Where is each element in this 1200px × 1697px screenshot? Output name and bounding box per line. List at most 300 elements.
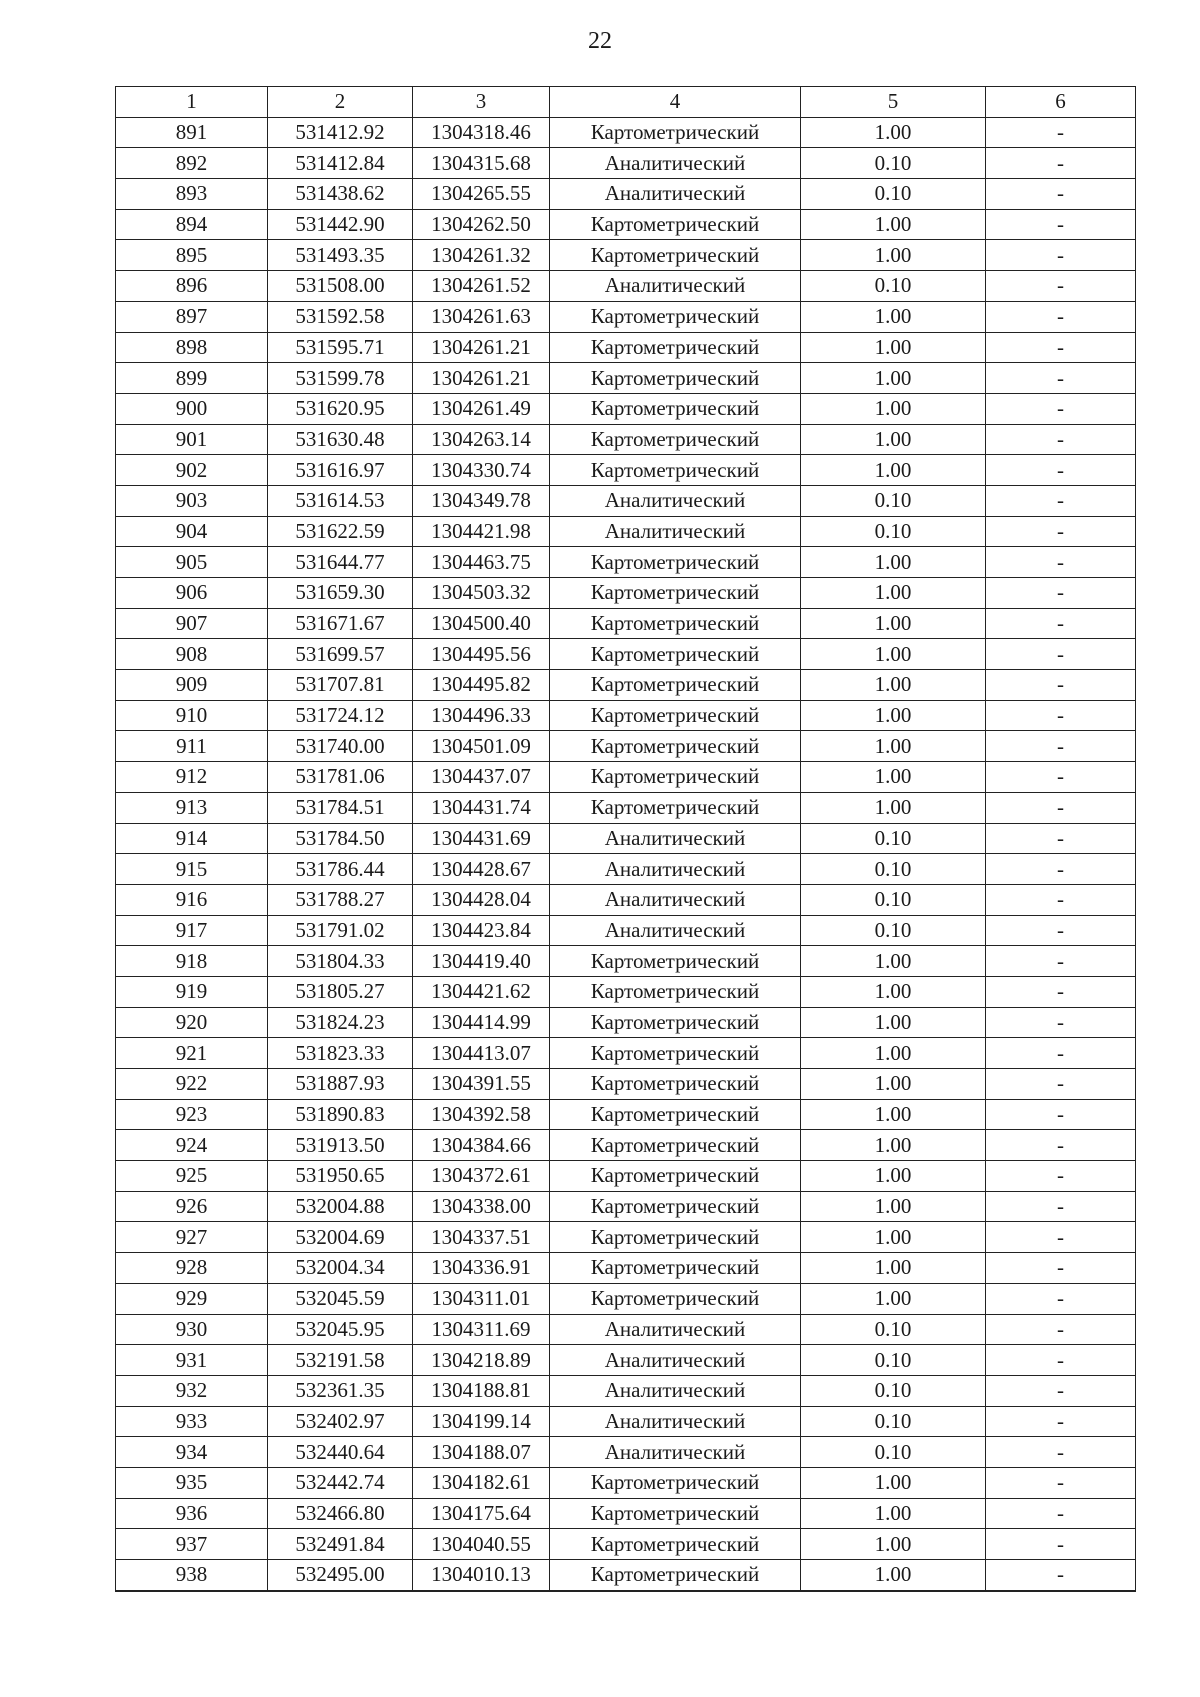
- note-cell: -: [986, 209, 1136, 240]
- y-coordinate-cell: 1304384.66: [413, 1130, 550, 1161]
- note-cell: -: [986, 854, 1136, 885]
- y-coordinate-cell: 1304261.49: [413, 393, 550, 424]
- point-number-cell: 891: [116, 117, 268, 148]
- y-coordinate-cell: 1304311.69: [413, 1314, 550, 1345]
- accuracy-cell: 1.00: [801, 209, 986, 240]
- method-cell: Аналитический: [550, 179, 801, 210]
- note-cell: -: [986, 393, 1136, 424]
- method-cell: Аналитический: [550, 1314, 801, 1345]
- point-number-cell: 911: [116, 731, 268, 762]
- point-number-cell: 895: [116, 240, 268, 271]
- x-coordinate-cell: 531614.53: [268, 485, 413, 516]
- table-row: [116, 393, 1136, 424]
- point-number-cell: 922: [116, 1069, 268, 1100]
- method-cell: Аналитический: [550, 1345, 801, 1376]
- accuracy-cell: 1.00: [801, 670, 986, 701]
- x-coordinate-cell: 531791.02: [268, 915, 413, 946]
- note-cell: -: [986, 946, 1136, 977]
- x-coordinate-cell: 531784.51: [268, 792, 413, 823]
- table-row: [116, 1007, 1136, 1038]
- x-coordinate-cell: 531804.33: [268, 946, 413, 977]
- table-row: [116, 1560, 1136, 1591]
- method-cell: Аналитический: [550, 854, 801, 885]
- accuracy-cell: 1.00: [801, 976, 986, 1007]
- x-coordinate-cell: 531616.97: [268, 455, 413, 486]
- note-cell: -: [986, 424, 1136, 455]
- point-number-cell: 893: [116, 179, 268, 210]
- method-cell: Картометрический: [550, 1498, 801, 1529]
- accuracy-cell: 1.00: [801, 1069, 986, 1100]
- x-coordinate-cell: 531622.59: [268, 516, 413, 547]
- method-cell: Картометрический: [550, 1191, 801, 1222]
- note-cell: -: [986, 915, 1136, 946]
- table-row: [116, 1222, 1136, 1253]
- point-number-cell: 923: [116, 1099, 268, 1130]
- table-row: [116, 792, 1136, 823]
- accuracy-cell: 1.00: [801, 1498, 986, 1529]
- point-number-cell: 938: [116, 1560, 268, 1591]
- column-header-2: 2: [268, 87, 413, 118]
- table-row: [116, 301, 1136, 332]
- x-coordinate-cell: 532402.97: [268, 1406, 413, 1437]
- y-coordinate-cell: 1304421.98: [413, 516, 550, 547]
- y-coordinate-cell: 1304495.56: [413, 639, 550, 670]
- note-cell: -: [986, 1038, 1136, 1069]
- x-coordinate-cell: 531823.33: [268, 1038, 413, 1069]
- method-cell: Картометрический: [550, 1161, 801, 1192]
- method-cell: Картометрический: [550, 976, 801, 1007]
- accuracy-cell: 0.10: [801, 915, 986, 946]
- point-number-cell: 930: [116, 1314, 268, 1345]
- x-coordinate-cell: 532442.74: [268, 1467, 413, 1498]
- y-coordinate-cell: 1304413.07: [413, 1038, 550, 1069]
- note-cell: -: [986, 1007, 1136, 1038]
- accuracy-cell: 1.00: [801, 363, 986, 394]
- point-number-cell: 892: [116, 148, 268, 179]
- note-cell: -: [986, 731, 1136, 762]
- y-coordinate-cell: 1304431.69: [413, 823, 550, 854]
- point-number-cell: 919: [116, 976, 268, 1007]
- table-row: [116, 209, 1136, 240]
- point-number-cell: 931: [116, 1345, 268, 1376]
- y-coordinate-cell: 1304421.62: [413, 976, 550, 1007]
- accuracy-cell: 1.00: [801, 946, 986, 977]
- accuracy-cell: 0.10: [801, 1345, 986, 1376]
- y-coordinate-cell: 1304503.32: [413, 578, 550, 609]
- table-row: [116, 1038, 1136, 1069]
- point-number-cell: 902: [116, 455, 268, 486]
- accuracy-cell: 1.00: [801, 301, 986, 332]
- x-coordinate-cell: 532440.64: [268, 1437, 413, 1468]
- table-row: [116, 1130, 1136, 1161]
- accuracy-cell: 1.00: [801, 1191, 986, 1222]
- x-coordinate-cell: 532045.95: [268, 1314, 413, 1345]
- y-coordinate-cell: 1304262.50: [413, 209, 550, 240]
- y-coordinate-cell: 1304501.09: [413, 731, 550, 762]
- accuracy-cell: 1.00: [801, 1222, 986, 1253]
- note-cell: -: [986, 578, 1136, 609]
- x-coordinate-cell: 531824.23: [268, 1007, 413, 1038]
- table-row: [116, 946, 1136, 977]
- accuracy-cell: 1.00: [801, 332, 986, 363]
- method-cell: Картометрический: [550, 578, 801, 609]
- accuracy-cell: 1.00: [801, 1529, 986, 1560]
- note-cell: -: [986, 240, 1136, 271]
- table-row: [116, 1529, 1136, 1560]
- point-number-cell: 903: [116, 485, 268, 516]
- point-number-cell: 907: [116, 608, 268, 639]
- y-coordinate-cell: 1304463.75: [413, 547, 550, 578]
- point-number-cell: 928: [116, 1253, 268, 1284]
- note-cell: -: [986, 148, 1136, 179]
- method-cell: Картометрический: [550, 424, 801, 455]
- table-row: [116, 884, 1136, 915]
- point-number-cell: 909: [116, 670, 268, 701]
- point-number-cell: 901: [116, 424, 268, 455]
- table-row: [116, 271, 1136, 302]
- note-cell: -: [986, 1130, 1136, 1161]
- table-row: [116, 854, 1136, 885]
- table-row: [116, 1253, 1136, 1284]
- accuracy-cell: 1.00: [801, 608, 986, 639]
- note-cell: -: [986, 485, 1136, 516]
- y-coordinate-cell: 1304428.67: [413, 854, 550, 885]
- x-coordinate-cell: 531592.58: [268, 301, 413, 332]
- x-coordinate-cell: 532191.58: [268, 1345, 413, 1376]
- method-cell: Картометрический: [550, 700, 801, 731]
- x-coordinate-cell: 531781.06: [268, 762, 413, 793]
- y-coordinate-cell: 1304419.40: [413, 946, 550, 977]
- accuracy-cell: 1.00: [801, 240, 986, 271]
- x-coordinate-cell: 531412.92: [268, 117, 413, 148]
- method-cell: Картометрический: [550, 792, 801, 823]
- table-row: [116, 332, 1136, 363]
- point-number-cell: 904: [116, 516, 268, 547]
- y-coordinate-cell: 1304336.91: [413, 1253, 550, 1284]
- method-cell: Картометрический: [550, 1253, 801, 1284]
- x-coordinate-cell: 532004.69: [268, 1222, 413, 1253]
- y-coordinate-cell: 1304414.99: [413, 1007, 550, 1038]
- note-cell: -: [986, 1437, 1136, 1468]
- y-coordinate-cell: 1304337.51: [413, 1222, 550, 1253]
- y-coordinate-cell: 1304338.00: [413, 1191, 550, 1222]
- point-number-cell: 924: [116, 1130, 268, 1161]
- point-number-cell: 936: [116, 1498, 268, 1529]
- y-coordinate-cell: 1304431.74: [413, 792, 550, 823]
- table-row: [116, 700, 1136, 731]
- y-coordinate-cell: 1304218.89: [413, 1345, 550, 1376]
- note-cell: -: [986, 1529, 1136, 1560]
- point-number-cell: 933: [116, 1406, 268, 1437]
- method-cell: Картометрический: [550, 1038, 801, 1069]
- y-coordinate-cell: 1304263.14: [413, 424, 550, 455]
- point-number-cell: 914: [116, 823, 268, 854]
- y-coordinate-cell: 1304311.01: [413, 1283, 550, 1314]
- point-number-cell: 926: [116, 1191, 268, 1222]
- x-coordinate-cell: 531699.57: [268, 639, 413, 670]
- table-row: [116, 639, 1136, 670]
- table-row: [116, 1099, 1136, 1130]
- point-number-cell: 929: [116, 1283, 268, 1314]
- table-row: [116, 915, 1136, 946]
- x-coordinate-cell: 532466.80: [268, 1498, 413, 1529]
- accuracy-cell: 0.10: [801, 823, 986, 854]
- x-coordinate-cell: 531599.78: [268, 363, 413, 394]
- note-cell: -: [986, 117, 1136, 148]
- note-cell: -: [986, 762, 1136, 793]
- method-cell: Картометрический: [550, 1560, 801, 1591]
- note-cell: -: [986, 1161, 1136, 1192]
- accuracy-cell: 1.00: [801, 731, 986, 762]
- note-cell: -: [986, 670, 1136, 701]
- x-coordinate-cell: 531913.50: [268, 1130, 413, 1161]
- note-cell: -: [986, 700, 1136, 731]
- note-cell: -: [986, 639, 1136, 670]
- y-coordinate-cell: 1304199.14: [413, 1406, 550, 1437]
- x-coordinate-cell: 532495.00: [268, 1560, 413, 1591]
- note-cell: -: [986, 271, 1136, 302]
- table-row: [116, 455, 1136, 486]
- method-cell: Картометрический: [550, 209, 801, 240]
- x-coordinate-cell: 531659.30: [268, 578, 413, 609]
- y-coordinate-cell: 1304423.84: [413, 915, 550, 946]
- point-number-cell: 927: [116, 1222, 268, 1253]
- note-cell: -: [986, 1314, 1136, 1345]
- y-coordinate-cell: 1304496.33: [413, 700, 550, 731]
- method-cell: Картометрический: [550, 1283, 801, 1314]
- column-header-5: 5: [801, 87, 986, 118]
- accuracy-cell: 1.00: [801, 639, 986, 670]
- y-coordinate-cell: 1304261.32: [413, 240, 550, 271]
- y-coordinate-cell: 1304349.78: [413, 485, 550, 516]
- accuracy-cell: 1.00: [801, 700, 986, 731]
- accuracy-cell: 0.10: [801, 854, 986, 885]
- accuracy-cell: 0.10: [801, 1437, 986, 1468]
- column-header-6: 6: [986, 87, 1136, 118]
- x-coordinate-cell: 531805.27: [268, 976, 413, 1007]
- table-row: [116, 608, 1136, 639]
- x-coordinate-cell: 531442.90: [268, 209, 413, 240]
- note-cell: -: [986, 1069, 1136, 1100]
- y-coordinate-cell: 1304318.46: [413, 117, 550, 148]
- method-cell: Аналитический: [550, 271, 801, 302]
- point-number-cell: 900: [116, 393, 268, 424]
- accuracy-cell: 1.00: [801, 1130, 986, 1161]
- y-coordinate-cell: 1304010.13: [413, 1560, 550, 1591]
- y-coordinate-cell: 1304315.68: [413, 148, 550, 179]
- note-cell: -: [986, 1375, 1136, 1406]
- accuracy-cell: 1.00: [801, 1007, 986, 1038]
- note-cell: -: [986, 363, 1136, 394]
- y-coordinate-cell: 1304261.21: [413, 332, 550, 363]
- method-cell: Картометрический: [550, 363, 801, 394]
- method-cell: Картометрический: [550, 1467, 801, 1498]
- table-row: [116, 1406, 1136, 1437]
- point-number-cell: 917: [116, 915, 268, 946]
- point-number-cell: 898: [116, 332, 268, 363]
- x-coordinate-cell: 531786.44: [268, 854, 413, 885]
- method-cell: Аналитический: [550, 823, 801, 854]
- y-coordinate-cell: 1304188.07: [413, 1437, 550, 1468]
- table-row: [116, 117, 1136, 148]
- accuracy-cell: 0.10: [801, 884, 986, 915]
- accuracy-cell: 0.10: [801, 148, 986, 179]
- table-row: [116, 1375, 1136, 1406]
- note-cell: -: [986, 301, 1136, 332]
- note-cell: -: [986, 1099, 1136, 1130]
- y-coordinate-cell: 1304261.52: [413, 271, 550, 302]
- table-row: [116, 516, 1136, 547]
- method-cell: Аналитический: [550, 1406, 801, 1437]
- accuracy-cell: 1.00: [801, 393, 986, 424]
- x-coordinate-cell: 532491.84: [268, 1529, 413, 1560]
- x-coordinate-cell: 531740.00: [268, 731, 413, 762]
- method-cell: Картометрический: [550, 240, 801, 271]
- note-cell: -: [986, 792, 1136, 823]
- table-row: [116, 1467, 1136, 1498]
- table-row: [116, 485, 1136, 516]
- page-number: 22: [588, 28, 612, 54]
- accuracy-cell: 1.00: [801, 117, 986, 148]
- x-coordinate-cell: 531890.83: [268, 1099, 413, 1130]
- x-coordinate-cell: 531412.84: [268, 148, 413, 179]
- x-coordinate-cell: 531630.48: [268, 424, 413, 455]
- accuracy-cell: 0.10: [801, 1314, 986, 1345]
- x-coordinate-cell: 532045.59: [268, 1283, 413, 1314]
- x-coordinate-cell: 531595.71: [268, 332, 413, 363]
- point-number-cell: 915: [116, 854, 268, 885]
- accuracy-cell: 0.10: [801, 271, 986, 302]
- table-row: [116, 670, 1136, 701]
- method-cell: Аналитический: [550, 884, 801, 915]
- y-coordinate-cell: 1304428.04: [413, 884, 550, 915]
- table-header-row: [116, 87, 1136, 118]
- method-cell: Аналитический: [550, 485, 801, 516]
- x-coordinate-cell: 531707.81: [268, 670, 413, 701]
- column-header-1: 1: [116, 87, 268, 118]
- y-coordinate-cell: 1304330.74: [413, 455, 550, 486]
- x-coordinate-cell: 531671.67: [268, 608, 413, 639]
- point-number-cell: 897: [116, 301, 268, 332]
- table-row: [116, 1069, 1136, 1100]
- note-cell: -: [986, 608, 1136, 639]
- method-cell: Картометрический: [550, 731, 801, 762]
- method-cell: Картометрический: [550, 1099, 801, 1130]
- table-row: [116, 179, 1136, 210]
- note-cell: -: [986, 1253, 1136, 1284]
- table-row: [116, 976, 1136, 1007]
- point-number-cell: 910: [116, 700, 268, 731]
- y-coordinate-cell: 1304188.81: [413, 1375, 550, 1406]
- table-row: [116, 762, 1136, 793]
- point-number-cell: 906: [116, 578, 268, 609]
- y-coordinate-cell: 1304182.61: [413, 1467, 550, 1498]
- note-cell: -: [986, 976, 1136, 1007]
- accuracy-cell: 1.00: [801, 578, 986, 609]
- y-coordinate-cell: 1304261.63: [413, 301, 550, 332]
- x-coordinate-cell: 531950.65: [268, 1161, 413, 1192]
- x-coordinate-cell: 532004.88: [268, 1191, 413, 1222]
- accuracy-cell: 0.10: [801, 179, 986, 210]
- y-coordinate-cell: 1304495.82: [413, 670, 550, 701]
- table-row: [116, 1161, 1136, 1192]
- point-number-cell: 921: [116, 1038, 268, 1069]
- note-cell: -: [986, 455, 1136, 486]
- table-row: [116, 1437, 1136, 1468]
- table-row: [116, 1314, 1136, 1345]
- accuracy-cell: 0.10: [801, 1375, 986, 1406]
- method-cell: Картометрический: [550, 301, 801, 332]
- y-coordinate-cell: 1304265.55: [413, 179, 550, 210]
- point-number-cell: 916: [116, 884, 268, 915]
- x-coordinate-cell: 532004.34: [268, 1253, 413, 1284]
- x-coordinate-cell: 531493.35: [268, 240, 413, 271]
- point-number-cell: 918: [116, 946, 268, 977]
- point-number-cell: 935: [116, 1467, 268, 1498]
- table-row: [116, 240, 1136, 271]
- note-cell: -: [986, 823, 1136, 854]
- y-coordinate-cell: 1304175.64: [413, 1498, 550, 1529]
- accuracy-cell: 1.00: [801, 1253, 986, 1284]
- method-cell: Картометрический: [550, 393, 801, 424]
- accuracy-cell: 0.10: [801, 485, 986, 516]
- note-cell: -: [986, 1467, 1136, 1498]
- table-row: [116, 1498, 1136, 1529]
- x-coordinate-cell: 531724.12: [268, 700, 413, 731]
- method-cell: Картометрический: [550, 547, 801, 578]
- point-number-cell: 899: [116, 363, 268, 394]
- table-row: [116, 731, 1136, 762]
- table-row: [116, 823, 1136, 854]
- table-row: [116, 547, 1136, 578]
- y-coordinate-cell: 1304500.40: [413, 608, 550, 639]
- method-cell: Картометрический: [550, 455, 801, 486]
- point-number-cell: 908: [116, 639, 268, 670]
- note-cell: -: [986, 332, 1136, 363]
- y-coordinate-cell: 1304392.58: [413, 1099, 550, 1130]
- column-header-3: 3: [413, 87, 550, 118]
- column-header-4: 4: [550, 87, 801, 118]
- x-coordinate-cell: 531620.95: [268, 393, 413, 424]
- point-number-cell: 896: [116, 271, 268, 302]
- y-coordinate-cell: 1304437.07: [413, 762, 550, 793]
- y-coordinate-cell: 1304391.55: [413, 1069, 550, 1100]
- note-cell: -: [986, 1345, 1136, 1376]
- x-coordinate-cell: 531644.77: [268, 547, 413, 578]
- method-cell: Аналитический: [550, 1375, 801, 1406]
- point-number-cell: 920: [116, 1007, 268, 1038]
- point-number-cell: 934: [116, 1437, 268, 1468]
- accuracy-cell: 1.00: [801, 1038, 986, 1069]
- method-cell: Картометрический: [550, 332, 801, 363]
- point-number-cell: 913: [116, 792, 268, 823]
- note-cell: -: [986, 547, 1136, 578]
- point-number-cell: 912: [116, 762, 268, 793]
- method-cell: Картометрический: [550, 117, 801, 148]
- method-cell: Картометрический: [550, 762, 801, 793]
- point-number-cell: 937: [116, 1529, 268, 1560]
- accuracy-cell: 1.00: [801, 792, 986, 823]
- table-row: [116, 578, 1136, 609]
- note-cell: -: [986, 1498, 1136, 1529]
- method-cell: Картометрический: [550, 1529, 801, 1560]
- y-coordinate-cell: 1304372.61: [413, 1161, 550, 1192]
- table-row: [116, 363, 1136, 394]
- table-row: [116, 1283, 1136, 1314]
- accuracy-cell: 1.00: [801, 1467, 986, 1498]
- method-cell: Аналитический: [550, 1437, 801, 1468]
- note-cell: -: [986, 179, 1136, 210]
